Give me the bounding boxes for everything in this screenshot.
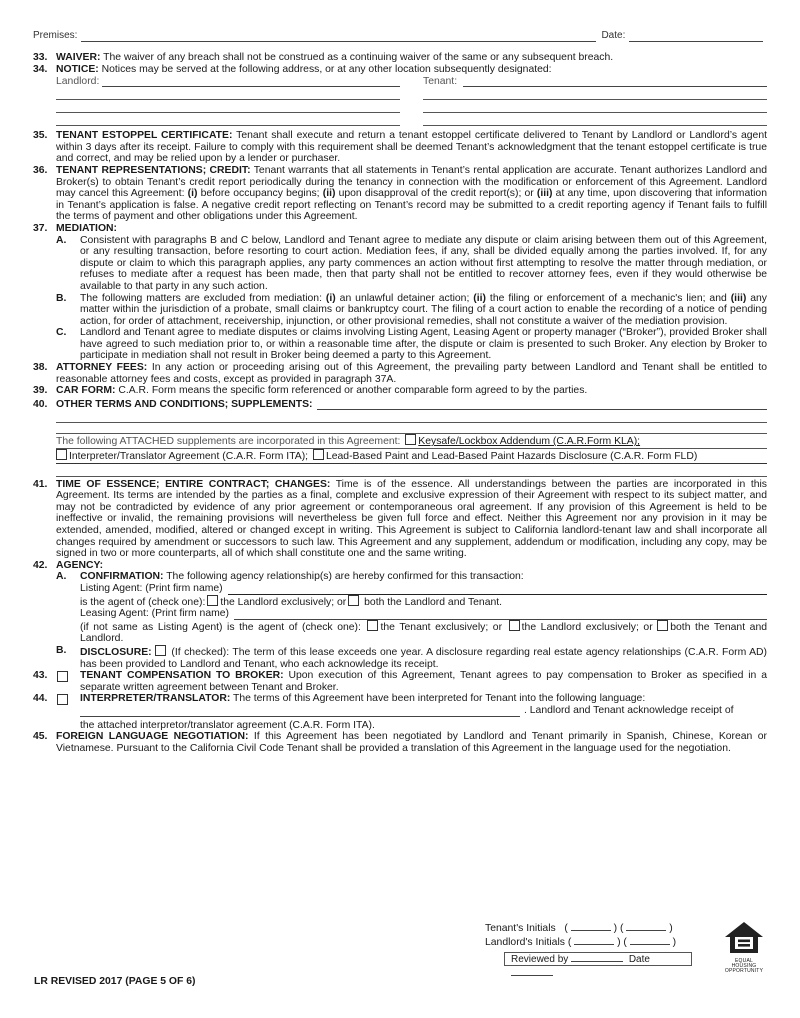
reviewed-box: Reviewed by Date (504, 952, 692, 966)
section-41: 41. TIME OF ESSENCE; ENTIRE CONTRACT; CHANGES: Time is of the essence. All understandings between the parties are incorporated in this Agreement. Its terms are intended by the parties as a final, complete and exclusive expression of their Agreement with respect to its subject matter, and may not be contradicted by evidence of any prior agreement or contemporaneous oral agreement. If any provision of this Agreement is held to be ineffective or invalid, the remaining provisions will nevertheless be given full force and effect. Neither this Agreement nor any provision in it may be extended, amended, modified, altered or changed except in writing. This Agreement is subject to California landlord-tenant law and shall incorporate all changes required by amendment or successors to such law. This Agreement and any supplement, addendum or modification, including any copy, may be signed in two or more counterparts, all of which shall constitute one and the same writing. (33, 478, 767, 560)
checkbox-ita[interactable] (56, 449, 67, 460)
section-42a: A. CONFIRMATION: The following agency relationship(s) are hereby confirmed for this transaction: Listing Agent: (Print firm name) is the agent of (check one): the Landlord exclusively; or both the Landlord and Tenant. Leasing Agent: (Print firm name) (if not same as Listing Agent) is the agent of (check one): the Tenant exclusively; or the Landlord exclusively; or both the Tenant and Landlord. (56, 571, 768, 645)
section-40: 40. OTHER TERMS AND CONDITIONS; SUPPLEMENTS: The following ATTACHED supplements are incorporated in this Agreement: Keysafe/Lockbox Addendum (C.A.R.Form KLA); Interpreter/Translator Agreement (C.A.R. Form ITA); Lead-Based Paint and Lead-Based Paint Hazards Disclosure (C.A.R. Form FLD) (33, 399, 767, 464)
tenant-initials-1[interactable] (571, 921, 611, 931)
section-36: 36. TENANT REPRESENTATIONS; CREDIT: Tenant warrants that all statements in Tenant’s rental application are accurate. Tenant authorizes Landlord and Broker(s) to obtain Tenant’s credit report periodically during the tenancy in connection with the modification or enforcement of this Agreement. Landlord may cancel this Agreement: (i) before occupancy begins; (ii) upon disapproval of the credit report(s); or (iii) at any time, upon discovering that information in Tenant’s application is false. A negative credit report reflecting on Tenant’s record may be submitted to a credit reporting agency if Tenant fails to fulfill the terms of payment and other obligations under this Agreement. (33, 164, 767, 223)
section-45: 45. FOREIGN LANGUAGE NEGOTIATION: If this Agreement has been negotiated by Landlord and Tenant primarily in Spanish, Chinese, Korean or Vietnamese. Pursuant to the California Civil Code Tenant shall be provided a translation of this Agreement in the language used for the negotiation. (33, 731, 767, 754)
tenant-address-line-1[interactable] (463, 77, 767, 87)
initials-block: Tenant's Initials ( ) ( ) Landlord's Initials ( ) ( ) (485, 923, 677, 948)
section-37c: C. Landlord and Tenant agree to mediate disputes or claims involving Listing Agent, Leasing Agent or property manager (“Broker”), provided Broker shall have agreed to such mediation prior to, or within a reasonable time after, the dispute or claim is presented to such Broker. Any election by Broker to participate in mediation shall not result in Broker being deemed a party to this Agreement. (56, 327, 767, 362)
premises-label: Premises: (33, 30, 78, 42)
listing-agent-field[interactable] (228, 585, 767, 595)
tenant-initials-2[interactable] (626, 921, 666, 931)
landlord-initials-1[interactable] (574, 935, 614, 945)
lease-page (33, 28, 767, 754)
section-44: 44. INTERPRETER/TRANSLATOR: The terms of this Agreement have been interpreted for Tenant into the following language: . Landlord and Tenant acknowledge receipt of the attached interpretor/translator agreement (C.A.R. Form ITA). (33, 693, 734, 731)
checkbox-listing-both[interactable] (348, 595, 359, 606)
checkbox-interpreter[interactable] (57, 694, 68, 705)
date-field[interactable] (629, 31, 763, 42)
section-37a: A. Consistent with paragraphs B and C below, Landlord and Tenant agree to mediate any dispute or claim arising between them out of this Agreement, or any resulting transaction, before resorting to court action. Mediation fees, if any, shall be divided equally among the parties involved. If, for any dispute or claim to which this paragraph applies, any party commences an action without first attempting to resolve the matter through mediation, or refuses to mediate after a request has been made, then that party shall not be entitled to recover attorney fees, even if they would otherwise be available to that party in any such action. (56, 234, 767, 292)
other-terms-line-2[interactable] (56, 410, 767, 423)
supplements-block: The following ATTACHED supplements are incorporated in this Agreement: Keysafe/Lockbox Addendum (C.A.R.Form KLA); Interpreter/Translator Agreement (C.A.R. Form ITA); Lead-Based Paint and Lead-Based Paint Hazards Disclosure (C.A.R. Form FLD) (56, 433, 767, 463)
tenant-address-line-3[interactable] (423, 100, 767, 113)
section-37: 37. MEDIATION: A. Consistent with paragraphs B and C below, Landlord and Tenant agree to mediate any dispute or claim arising between them out of this Agreement, or any resulting transaction, before resorting to court action. Mediation fees, if any, shall be divided equally among the parties involved. If, for any dispute or claim to which this paragraph applies, any party commences an action without first attempting to resolve the matter through mediation, or refuses to mediate after a request has been made, then that party shall not be entitled to recover attorney fees, even if they would otherwise be available to that party in any such action. B. The following matters are excluded from mediation: (i) an unlawful detainer action; (ii) the filing or enforcement of a mechanic's lien; and (iii) any matter within the jurisdiction of a probate, small claims or bankruptcy court. The filing of a court action to enable the recording of a notice of pending action, for order of attachment, receivership, injunction, or other provisional remedies, shall not constitute a waiver of the mediation provision. C. Landlord and Tenant agree to mediate disputes or claims involving Listing Agent, Leasing Agent or property manager (“Broker”), provided Broker shall have agreed to such mediation prior to, or within a reasonable time after, the dispute or claim is presented to such Broker. Any election by Broker to participate in mediation shall not result in Broker being deemed a party to this Agreement. (33, 222, 768, 362)
checkbox-leasing-both[interactable] (657, 620, 668, 631)
section-34: 34. NOTICE: Notices may be served at the following address, or at any other location subsequently designated: Landlord: Tenant: (33, 64, 767, 127)
section-33: 33. WAIVER: The waiver of any breach shall not be construed as a continuing waiver of the same or any subsequent breach. (33, 52, 614, 63)
reviewed-date-field[interactable] (511, 967, 553, 976)
language-field[interactable] (80, 707, 520, 717)
leasing-agent-field[interactable] (234, 610, 767, 620)
section-39: 39. CAR FORM: C.A.R. Form means the specific form referenced or another comparable form agreed to by the parties. (33, 385, 588, 397)
date-label: Date: (601, 30, 626, 42)
section-37b: B. The following matters are excluded from mediation: (i) an unlawful detainer action; (ii) the filing or enforcement of a mechanic's lien; and (iii) any matter within the jurisdiction of a probate, small claims or bankruptcy court. The filing of a court action to enable the recording of a notice of pending action, for order of attachment, receivership, injunction, or other provisional remedies, shall not constitute a waiver of the mediation provision. (56, 292, 768, 327)
section-43: 43. TENANT COMPENSATION TO BROKER: Upon execution of this Agreement, Tenant agrees to pay compensation to Broker as specified in a separate written agreement between Tenant and Broker. (33, 670, 767, 693)
landlord-address-line-1[interactable] (102, 77, 400, 87)
checkbox-kla[interactable] (405, 434, 416, 445)
tenant-address-line-2[interactable] (423, 87, 767, 100)
landlord-address-line-3[interactable] (56, 100, 400, 113)
tenant-address-line-4[interactable] (423, 113, 767, 126)
tenant-address-block: Tenant: (423, 75, 767, 126)
checkbox-disclosure[interactable] (155, 645, 166, 656)
checkbox-listing-landlord-exclusive[interactable] (207, 595, 218, 606)
landlord-address-line-4[interactable] (56, 113, 400, 126)
divider (56, 476, 767, 477)
checkbox-leasing-tenant-exclusive[interactable] (367, 620, 378, 631)
section-38: 38. ATTORNEY FEES: In any action or proceeding arising out of this Agreement, the prevailing party between Landlord and Tenant shall be entitled to reasonable attorney fees and costs, except as provided in paragraph 37A. (33, 362, 767, 385)
checkbox-fld[interactable] (313, 449, 324, 460)
page-footer: LR REVISED 2017 (PAGE 5 OF 6) (34, 976, 196, 987)
reviewed-by-field[interactable] (571, 953, 623, 962)
other-terms-line-1[interactable] (317, 400, 768, 410)
checkbox-leasing-landlord-exclusive[interactable] (509, 620, 520, 631)
section-42: 42. AGENCY: A. CONFIRMATION: The following agency relationship(s) are hereby confirmed for this transaction: Listing Agent: (Print firm name) is the agent of (check one): the Landlord exclusively; or both the Landlord and Tenant. Leasing Agent: (Print firm name) (if not same as Listing Agent) is the agent of (check one): the Tenant exclusively; or the Landlord exclusively; or both the Tenant and Landlord. B. DISCLOSURE: (If checked): The term of this lease exceeds one year. A disclosure regarding real estate agency relationships (C.A.R. Form AD) has been provided to Landlord and Tenant, who each acknowledge its receipt. (33, 559, 768, 670)
landlord-address-block: Landlord: (56, 75, 400, 126)
house-icon (723, 920, 765, 954)
landlord-initials-2[interactable] (630, 935, 670, 945)
premises-header (33, 28, 767, 42)
premises-field[interactable] (81, 31, 596, 42)
checkbox-tenant-compensation[interactable] (57, 671, 68, 682)
equal-housing-logo: EQUAL HOUSING OPPORTUNITY (722, 920, 766, 974)
landlord-address-line-2[interactable] (56, 87, 400, 100)
section-35: 35. TENANT ESTOPPEL CERTIFICATE: Tenant shall execute and return a tenant estoppel certificate delivered to Tenant by Landlord or Landlord’s agent within 3 days after its receipt. Failure to comply with this requirement shall be deemed Tenant’s acknowledgment that the tenant estoppel certificate is true and correct, and may be relied upon by a lender or purchaser. (33, 130, 768, 165)
section-42b: B. DISCLOSURE: (If checked): The term of this lease exceeds one year. A disclosure regarding real estate agency relationships (C.A.R. Form AD) has been provided to Landlord and Tenant, who each acknowledge its receipt. (56, 644, 767, 670)
